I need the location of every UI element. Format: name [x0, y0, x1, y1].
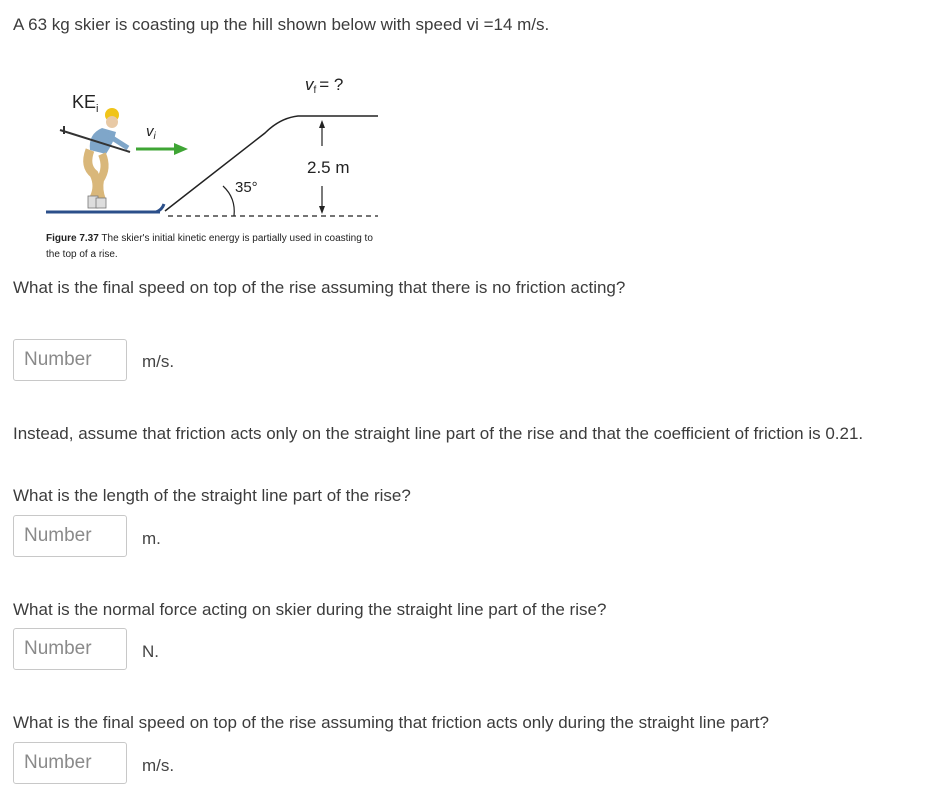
height-label: 2.5 m: [307, 158, 350, 177]
answer-3-unit: N.: [142, 642, 159, 661]
figure-caption-label: Figure 7.37: [46, 233, 99, 244]
answer-1-input[interactable]: [13, 339, 127, 381]
question-1-text: What is the final speed on top of the rise assuming that there is no friction acting?: [13, 278, 626, 297]
question-4-text: What is the final speed on top of the rise assuming that friction acts only during the straight line part?: [13, 713, 769, 732]
answer-4-unit: m/s.: [142, 756, 175, 775]
question-2-text: What is the length of the straight line part of the rise?: [13, 486, 411, 505]
skier-figure: [40, 68, 390, 228]
height-arrowhead-down: [319, 206, 325, 214]
problem-intro: A 63 kg skier is coasting up the hill shown below with speed vi =14 m/s.: [13, 15, 550, 34]
vf-label: vf = ?: [305, 75, 344, 96]
answer-1-unit: m/s.: [142, 352, 175, 371]
figure-caption: [46, 231, 376, 263]
figure-caption-text: The skier's initial kinetic energy is partially used in coasting to the top of a rise.: [46, 233, 373, 260]
vi-label: $v_i$: [146, 123, 156, 142]
velocity-arrowhead: [174, 143, 188, 155]
angle-label: 35°: [235, 179, 258, 196]
angle-arc: [223, 186, 234, 216]
question-3-text: What is the normal force acting on skier during the straight line part of the rise?: [13, 600, 607, 619]
answer-3-input[interactable]: [13, 628, 127, 670]
height-arrowhead-up: [319, 120, 325, 128]
figure-diagram: [40, 68, 390, 228]
answer-2-unit: m.: [142, 529, 161, 548]
friction-statement: Instead, assume that friction acts only on the straight line part of the rise and that the coefficient of friction is 0.21.: [13, 424, 864, 443]
ke-label: $KE_i$: [72, 92, 99, 115]
answer-4-input[interactable]: [13, 742, 127, 784]
answer-2-input[interactable]: [13, 515, 127, 557]
